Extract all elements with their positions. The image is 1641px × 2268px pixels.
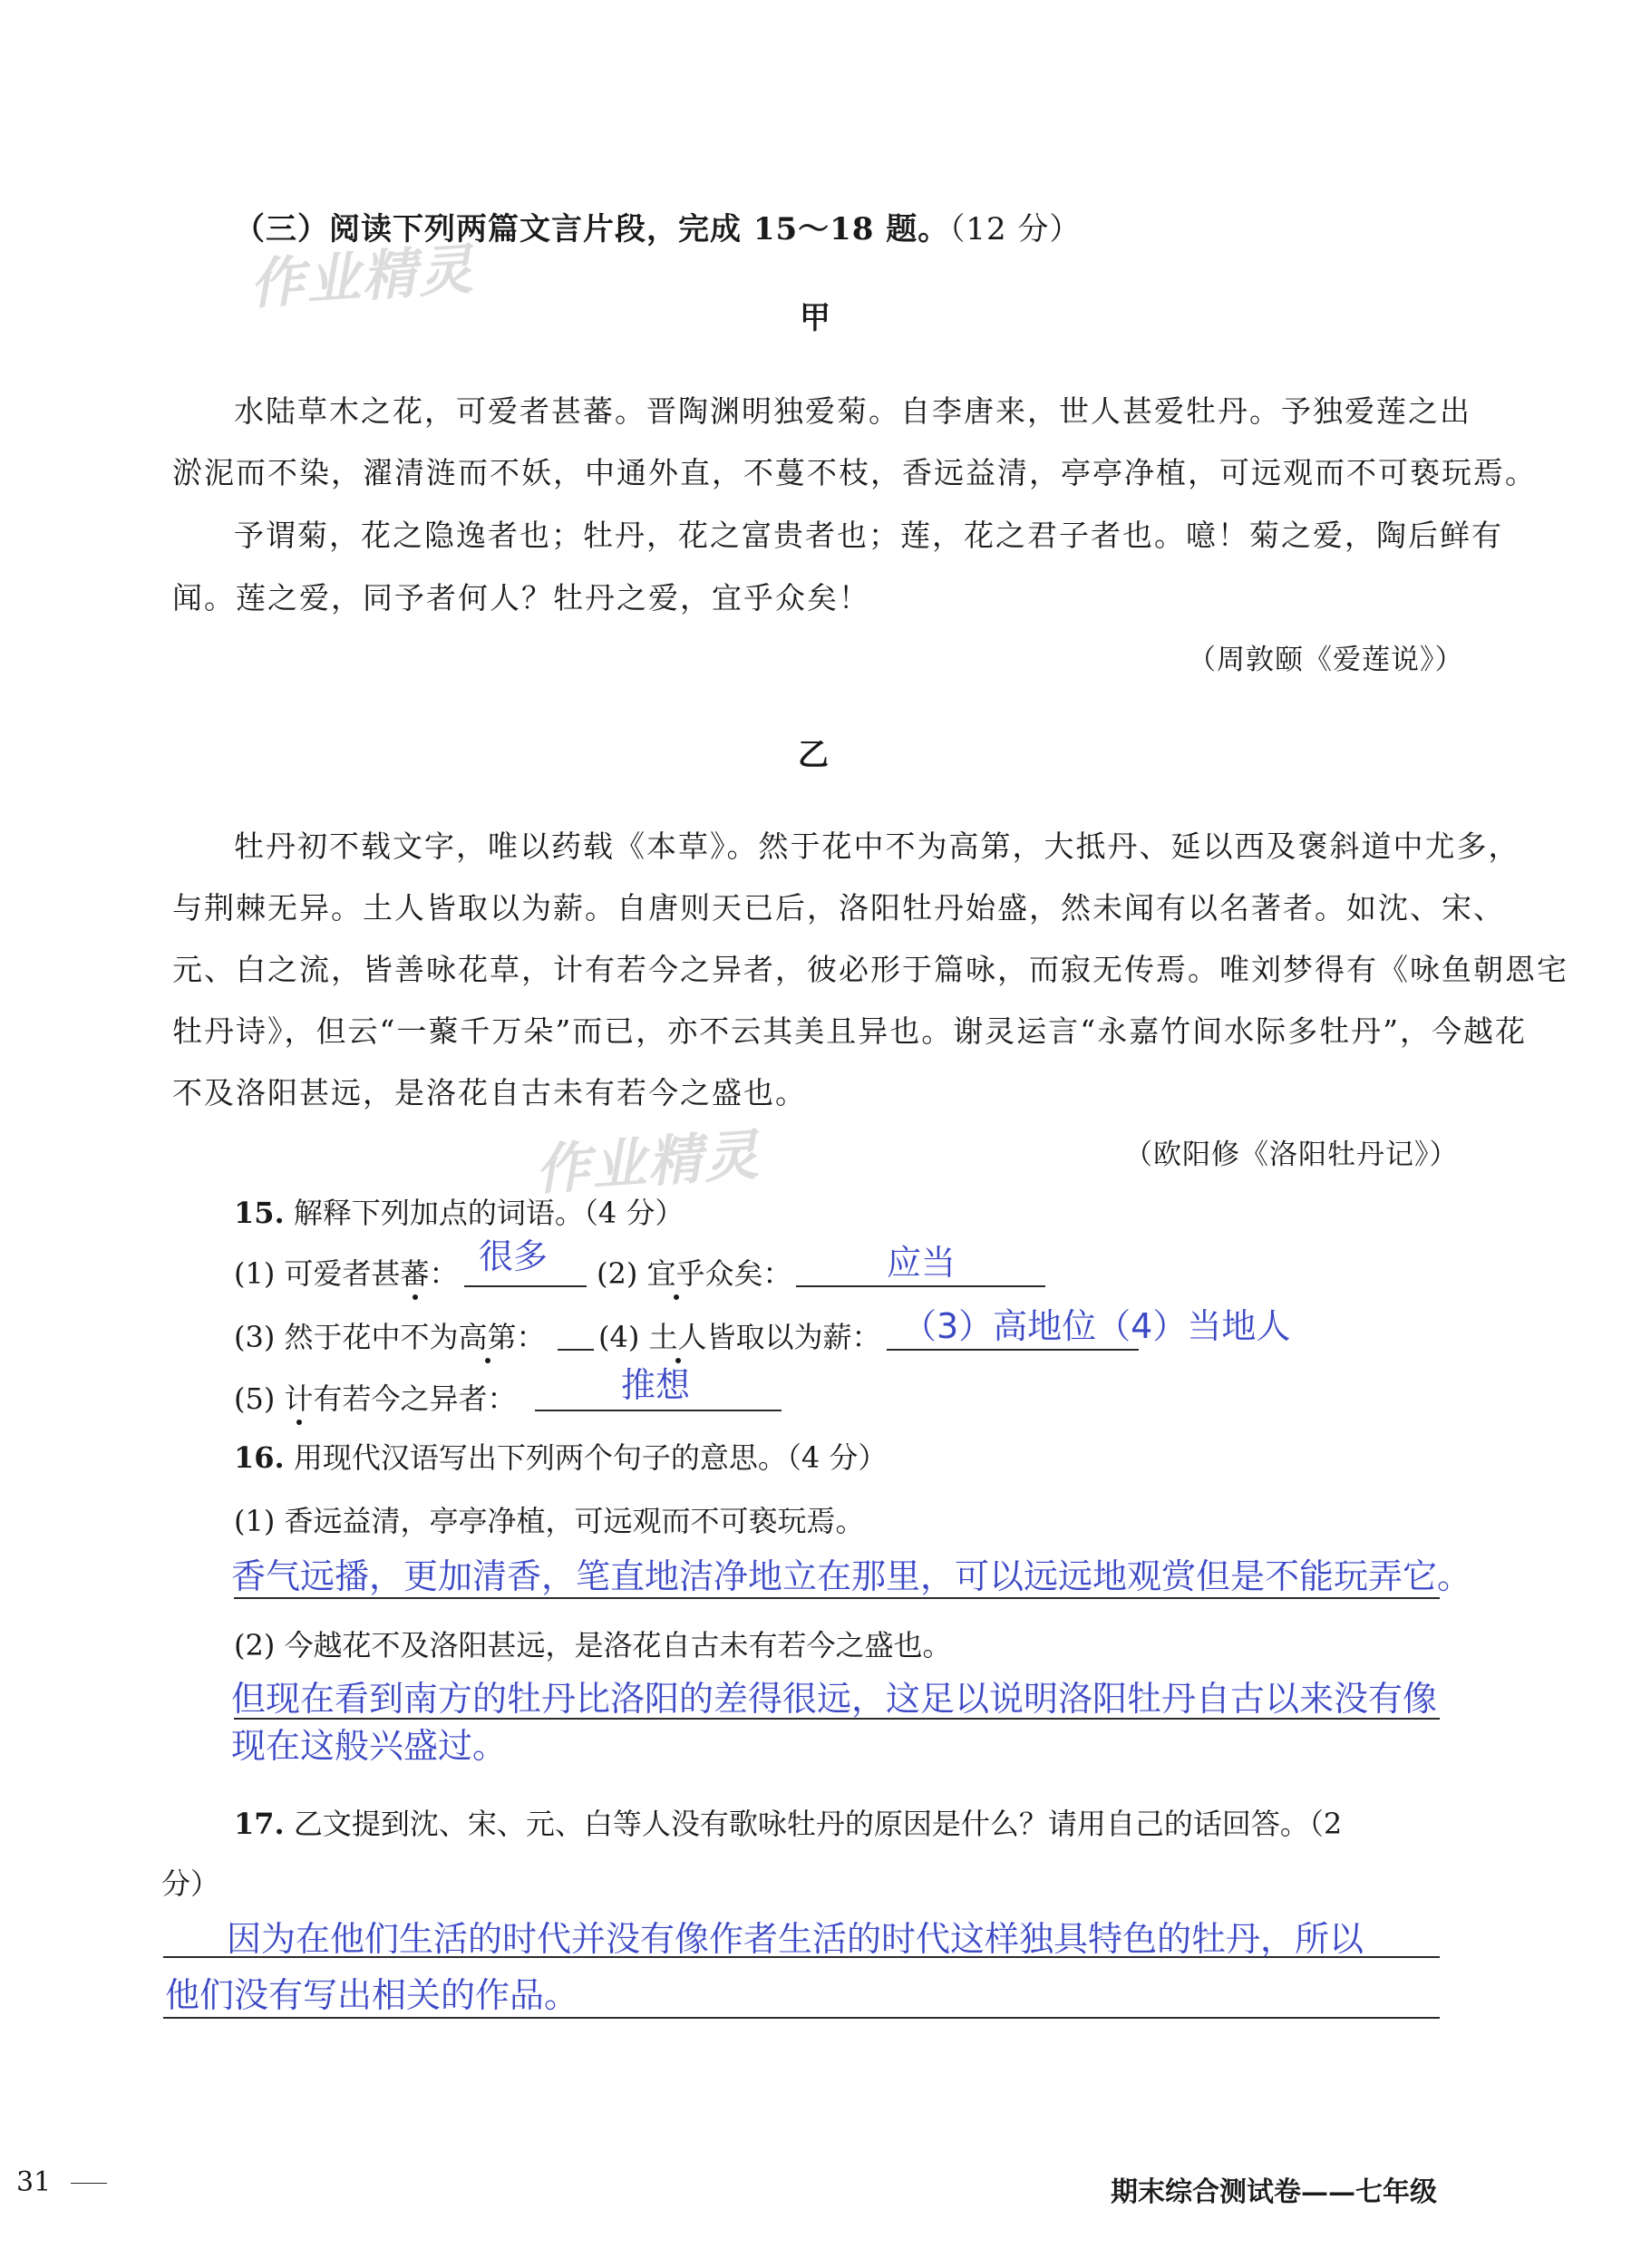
q15-item-3-label: (3) 然于花中不为 (234, 1320, 459, 1354)
q15-item-5-rest: 有若今之异者： (313, 1381, 517, 1416)
q15-item-5-dotted: 计 (284, 1381, 314, 1416)
answer-line (163, 2017, 1440, 2019)
footer-title: 期末综合测试卷——七年级 (1111, 2176, 1437, 2208)
passage-a-line: 闻。莲之爱，同予者何人？牡丹之爱，宜乎众矣！ (172, 580, 870, 615)
q16-answer-2-line-2: 现在这般兴盛过。 (231, 1726, 508, 1766)
q17-number: 17. (234, 1807, 285, 1841)
q16-answer-1: 香气远播，更加清香，笔直地洁净地立在那里，可以远远地观赏但是不能玩弄它。 (231, 1556, 1472, 1596)
q16-number: 16. (234, 1440, 285, 1475)
q15-item-2-rest: 众矣： (704, 1256, 792, 1291)
passage-a-line: 予谓菊，花之隐逸者也；牡丹，花之富贵者也；莲，花之君子者也。噫！菊之爱，陶后鲜有 (234, 518, 1503, 553)
q15-item-3-colon: ： (516, 1320, 546, 1354)
section-title-text: （三）阅读下列两篇文言片段，完成 15～18 题。 (234, 211, 950, 247)
q15-text: 解释下列加点的词语。（4 分） (293, 1196, 685, 1230)
answer-blank (558, 1349, 594, 1351)
passage-a-line: 淤泥而不染，濯清涟而不妖，中通外直，不蔓不枝，香远益清，亭亭净植，可远观而不可亵玩焉。 (172, 455, 1537, 490)
q17-text: 乙文提到沈、宋、元、白等人没有歌咏牡丹的原因是什么？请用自己的话回答。（2 (293, 1807, 1343, 1841)
q15-number: 15. (234, 1196, 285, 1230)
q15-answer-5: 推想 (621, 1365, 691, 1405)
q15-item-4-label: (4) (598, 1320, 649, 1354)
q15-item-1-label: (1) 可爱者甚 (234, 1256, 401, 1291)
q15-answer-2: 应当 (887, 1243, 956, 1283)
section-title (234, 204, 1081, 248)
q15-item-2 (597, 1251, 792, 1293)
q15-prompt (234, 1190, 684, 1232)
answer-line (234, 1597, 1440, 1599)
page-number: 31 (16, 2166, 52, 2198)
answer-blank (535, 1410, 782, 1411)
q15-item-1 (234, 1251, 459, 1293)
footer-dash (71, 2183, 107, 2184)
q15-item-4-rest: 皆取以为薪： (706, 1320, 881, 1354)
q15-item-5 (234, 1376, 517, 1418)
passage-b-line: 元、白之流，皆善咏花草，计有若今之异者，彼必形于篇咏，而寂无传焉。唯刘梦得有《咏鱼朝恩宅 (172, 952, 1568, 987)
passage-a-heading: 甲 (800, 300, 830, 336)
watermark: 作业精灵 (248, 237, 477, 317)
q15-item-3 (234, 1314, 546, 1356)
passage-a-source: （周敦颐《爱莲说》） (1188, 644, 1464, 676)
q15-answer-3-4: （3）高地位（4）当地人 (902, 1306, 1291, 1346)
passage-b-source: （欧阳修《洛阳牡丹记》） (1124, 1139, 1459, 1171)
watermark: 作业精灵 (533, 1123, 762, 1203)
q15-item-1-dotted: 蕃 (400, 1256, 430, 1291)
answer-line (163, 1956, 1440, 1958)
answer-blank (796, 1285, 1045, 1287)
q16-prompt (234, 1435, 887, 1477)
passage-b-line: 牡丹初不载文字，唯以药载《本草》。然于花中不为高第，大抵丹、延以西及褒斜道中尤多， (234, 829, 1520, 864)
q15-answer-1: 很多 (479, 1236, 549, 1276)
q15-item-3-dotted: 高第 (458, 1320, 517, 1354)
q17-prompt (234, 1801, 1342, 1843)
passage-b-line: 与荆棘无异。土人皆取以为薪。自唐则天已后，洛阳牡丹始盛，然未闻有以名著者。如沈、宋、 (172, 890, 1505, 926)
passage-b-line: 牡丹诗》，但云“一藂千万朵”而已，亦不云其美且异也。谢灵运言“永嘉竹间水际多牡丹”，今越花 (172, 1013, 1527, 1049)
passage-b-heading: 乙 (798, 737, 829, 773)
q17-answer-line-2: 他们没有写出相关的作品。 (165, 1975, 579, 2015)
q17-answer-line-1: 因为在他们生活的时代并没有像作者生活的时代这样独具特色的牡丹，所以 (227, 1919, 1364, 1959)
q17-prompt-tail: 分） (161, 1866, 220, 1901)
q16-text: 用现代汉语写出下列两个句子的意思。（4 分） (293, 1440, 888, 1475)
q15-item-1-colon: ： (429, 1256, 459, 1291)
answer-blank (887, 1349, 1139, 1351)
passage-b-line: 不及洛阳甚远，是洛花自古未有若今之盛也。 (172, 1075, 807, 1110)
q15-item-2-dotted: 宜乎 (646, 1256, 705, 1291)
passage-a-line: 水陆草木之花，可爱者甚蕃。晋陶渊明独爱菊。自李唐来，世人甚爱牡丹。予独爱莲之出 (234, 393, 1471, 429)
answer-blank (464, 1285, 587, 1287)
q16-answer-2-line-1: 但现在看到南方的牡丹比洛阳的差得很远，这足以说明洛阳牡丹自古以来没有像 (231, 1679, 1438, 1719)
q16-sentence-2: (2) 今越花不及洛阳甚远，是洛花自古未有若今之盛也。 (234, 1628, 952, 1662)
q15-item-4-dotted: 土人 (648, 1320, 707, 1354)
q15-item-5-label: (5) (234, 1381, 285, 1416)
q15-item-4 (598, 1314, 881, 1356)
q16-sentence-1: (1) 香远益清，亭亭净植，可远观而不可亵玩焉。 (234, 1504, 865, 1538)
q15-item-2-label: (2) (597, 1256, 647, 1291)
section-score: （12 分） (949, 211, 1082, 247)
